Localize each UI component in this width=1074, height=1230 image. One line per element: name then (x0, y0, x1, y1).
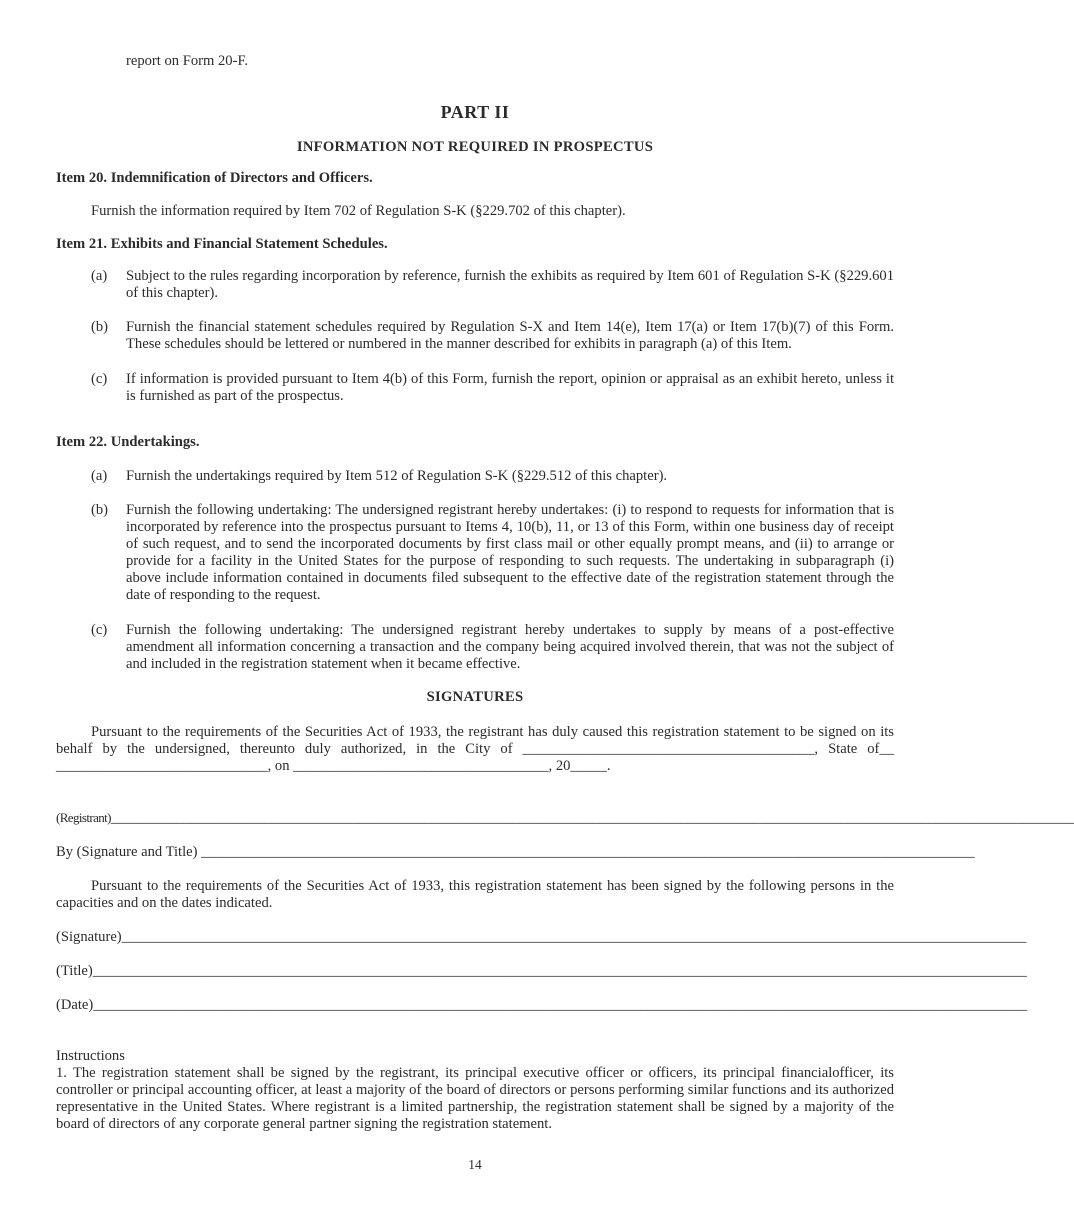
item-text: Furnish the financial statement schedules required by Regulation S-X and Item 14(e), Item 17(a) or Item 17(b)(7) of this Form. These schedules should be lettered or numbered in the manner described for exhibits in paragraph (a) of this Item. (126, 319, 894, 352)
item-label: (c) (91, 371, 108, 387)
item-22-heading: Item 22. Undertakings. (56, 434, 200, 450)
date-field[interactable] (56, 997, 1028, 1014)
item-text: Furnish the following undertaking: The undersigned registrant hereby undertakes to supply by means of a post-effective amendment all information concerning a transaction and the company being acquired involved therein, that was not the subject of and included in the registration statement when it became effective. (126, 622, 894, 672)
signatures-paragraph-1: Pursuant to the requirements of the Securities Act of 1933, the registrant has duly caused this registration statement to be signed on its behalf by the undersigned, thereunto duly authorized, in the City of ________________________________________, State of__ _____________________________, on ___________________________________, 20_____. (56, 724, 894, 774)
item-label: (c) (91, 622, 108, 638)
item-text: If information is provided pursuant to Item 4(b) of this Form, furnish the report, opinion or appraisal as an exhibit hereto, unless it is furnished as part of the prospectus. (126, 371, 894, 404)
item-text: Furnish the following undertaking: The undersigned registrant hereby undertakes: (i) to respond to requests for information that is incorporated by reference into the prospectus pursuant to Items 4, 10(b), 11, or 13 of this Form, within one business day of receipt of such request, and to send the incorporated documents by first class mail or other equally prompt means, and (ii) to arrange or provide for a facility in the United States for the purpose of responding to such requests. The undertaking in subparagraph (i) above include information contained in documents filed subsequent to the effective date of the registration statement through the date of responding to the request. (126, 502, 894, 603)
item-text: Furnish the undertakings required by Item 512 of Regulation S-K (§229.512 of this chapter). (126, 468, 668, 484)
page-number: 14 (468, 1157, 482, 1172)
registrant-blank-line[interactable]: ____________________________________________________________________________________________________________________________________ (110, 810, 1074, 826)
registrant-field[interactable] (56, 809, 1074, 827)
signatures-paragraph-2: Pursuant to the requirements of the Securities Act of 1933, this registration statement has been signed by the following persons in the capacities and on the dates indicated. (56, 878, 894, 911)
by-blank-line[interactable]: __________________________________________________________________________________________________________ (201, 844, 975, 860)
instructions-heading: Instructions (56, 1048, 125, 1064)
date-blank-line[interactable]: ________________________________________________________________________________________________________________________________ (93, 997, 1028, 1013)
item-label: (a) (91, 468, 108, 484)
item-21-b (91, 319, 894, 353)
item-21-a (91, 268, 894, 302)
signatures-heading: SIGNATURES (426, 689, 524, 705)
item-22-a (91, 468, 894, 485)
item-label: (b) (91, 319, 109, 335)
instructions-text: 1. The registration statement shall be signed by the registrant, its principal executive officer or officers, its principal financialofficer, its controller or principal accounting officer, at least a majority of the board of directors or persons performing similar functions and its authorized representative in the United States. Where registrant is a limited partnership, the registration statement shall be signed by a majority of the board of directors of any corporate general partner signing the registration statement. (56, 1065, 894, 1132)
item-20-heading: Item 20. Indemnification of Directors and Officers. (56, 170, 373, 186)
registrant-label: (Registrant) (56, 810, 111, 825)
item-21-c (91, 371, 894, 405)
title-label: (Title) (56, 963, 93, 979)
by-label: By (Signature and Title) (56, 844, 198, 860)
part-subtitle: INFORMATION NOT REQUIRED IN PROSPECTUS (296, 139, 654, 155)
item-label: (b) (91, 502, 109, 518)
item-text: Subject to the rules regarding incorporation by reference, furnish the exhibits as required by Item 601 of Regulation S-K (§229.601 of this chapter). (126, 268, 894, 301)
item-20-text: Furnish the information required by Item 702 of Regulation S-K (§229.702 of this chapter). (91, 203, 626, 219)
signature-label: (Signature) (56, 929, 122, 945)
item-22-c (91, 622, 894, 673)
part-title: PART II (440, 102, 510, 122)
item-label: (a) (91, 268, 108, 284)
item-22-b (91, 502, 894, 604)
by-signature-title-field[interactable] (56, 844, 975, 861)
date-label: (Date) (56, 997, 94, 1013)
document-page (56, 0, 1074, 1230)
item-21-heading: Item 21. Exhibits and Financial Statement Schedules. (56, 236, 388, 252)
signature-blank-line[interactable]: ____________________________________________________________________________________________________________________________ (121, 929, 1027, 945)
carryover-text: report on Form 20-F. (126, 53, 249, 69)
title-blank-line[interactable]: ________________________________________________________________________________________________________________________________ (92, 963, 1027, 979)
title-field[interactable] (56, 963, 1027, 980)
signature-field[interactable] (56, 929, 1027, 946)
